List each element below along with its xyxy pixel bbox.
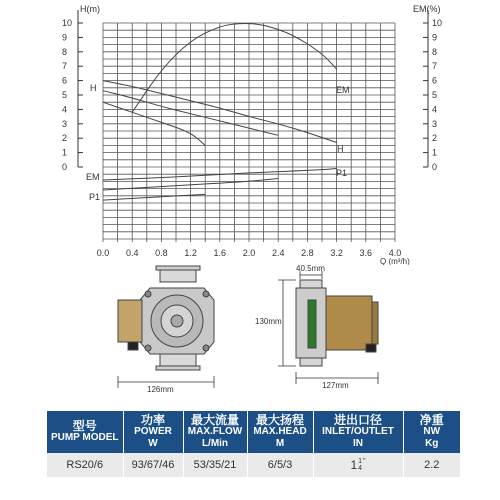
y-left-tick-label: 8 (62, 46, 68, 57)
y-right-tick-label: 7 (432, 61, 438, 72)
cell-weight: 2.2 (403, 453, 460, 477)
label-p1-right: P1 (336, 168, 348, 178)
y-right-tick-label: 5 (432, 90, 438, 100)
y-left-tick-label: 6 (62, 75, 68, 86)
label-h-right: H (337, 144, 344, 154)
chart-grid (103, 23, 395, 242)
inlet-numerator: 1 (358, 458, 363, 465)
x-tick-label: 2.4 (271, 248, 285, 258)
width-dimension-label: 126mm (147, 385, 174, 394)
y-left-tick-label: 3 (62, 118, 68, 129)
chart-ticks (62, 10, 442, 258)
x-tick-label: 1.2 (184, 248, 197, 258)
header-flow (183, 411, 247, 453)
spec-data-row (47, 453, 460, 477)
x-tick-label: 0.0 (96, 248, 110, 258)
inlet-inch-mark: " (363, 458, 366, 465)
y-left-tick-label: 2 (62, 133, 68, 144)
inlet-fraction-part (358, 458, 362, 472)
pump-side-view (296, 280, 378, 366)
cell-power: 93/67/46 (123, 453, 183, 477)
header-head (247, 411, 313, 453)
header-power-zh: 功率 (140, 413, 165, 427)
label-h-left: H (90, 83, 97, 93)
y-right-tick-label: 2 (432, 133, 438, 144)
x-tick-label: 2.8 (301, 248, 314, 258)
x-axis-label: Q (m³/h) (380, 257, 410, 265)
spec-table (47, 411, 460, 477)
spec-header-row (47, 411, 460, 453)
header-inlet-en: INLET/OUTLET (322, 426, 394, 437)
height-dimension-label: 130mm (255, 317, 282, 326)
header-power-unit: W (148, 438, 158, 449)
header-head-en: MAX.HEAD (253, 426, 307, 437)
label-p1-left: P1 (89, 192, 101, 202)
header-weight (403, 411, 460, 453)
y-right-tick-label: 9 (432, 32, 438, 43)
x-tick-label: 0.8 (155, 248, 168, 258)
y-right-tick-label: 10 (432, 18, 443, 28)
y-right-tick-label: 4 (432, 104, 438, 115)
y-right-axis-label: EM(%) (413, 4, 441, 14)
label-em-right: EM (336, 85, 350, 95)
pump-front-view (118, 266, 214, 370)
header-model-zh: 型号 (72, 419, 97, 433)
y-left-tick-label: 10 (62, 18, 73, 28)
y-left-tick-label: 7 (62, 61, 68, 72)
header-model-en: PUMP MODEL (50, 432, 119, 443)
x-tick-label: 3.2 (330, 248, 343, 258)
y-left-tick-label: 4 (62, 104, 68, 115)
header-weight-en: NW (423, 426, 441, 437)
cell-flow: 53/35/21 (183, 453, 247, 477)
header-flow-unit: L/Min (201, 438, 229, 449)
label-em-left: EM (86, 172, 100, 182)
x-tick-label: 0.4 (125, 248, 139, 258)
top-dimension-label: 40.5mm (296, 264, 325, 273)
y-right-tick-label: 6 (432, 75, 438, 86)
inlet-fraction (350, 458, 365, 472)
header-flow-zh: 最大流量 (190, 413, 239, 427)
cell-head: 6/5/3 (247, 453, 313, 477)
x-tick-label: 3.6 (359, 248, 373, 258)
cell-inlet (313, 453, 403, 477)
x-tick-label: 4.0 (388, 248, 402, 258)
header-flow-en: MAX.FLOW (187, 426, 243, 437)
y-left-tick-label: 5 (62, 90, 68, 100)
y-right-tick-label: 0 (432, 162, 438, 172)
header-head-zh: 最大扬程 (255, 413, 304, 427)
inlet-whole: 1 (350, 458, 358, 472)
pump-dimension-drawing (0, 262, 500, 397)
y-right-tick-label: 1 (432, 147, 438, 158)
y-left-tick-label: 1 (62, 147, 68, 158)
header-inlet (313, 411, 403, 453)
header-model (47, 411, 123, 453)
length-dimension-label: 127mm (322, 381, 349, 390)
inlet-denominator: 4 (358, 465, 363, 472)
y-right-tick-label: 8 (432, 46, 438, 57)
y-left-tick-label: 9 (62, 32, 68, 43)
header-power-en: POWER (134, 426, 172, 437)
header-inlet-zh: 进出口径 (333, 413, 382, 427)
header-weight-zh: 净重 (419, 413, 444, 427)
header-weight-unit: Kg (425, 438, 439, 449)
x-tick-label: 1.6 (213, 248, 227, 258)
x-tick-label: 2.0 (242, 248, 256, 258)
series-curve-6 (103, 194, 205, 200)
y-right-tick-label: 3 (432, 118, 438, 129)
header-power (123, 411, 183, 453)
header-inlet-unit: IN (353, 438, 363, 449)
y-left-tick-label: 0 (62, 162, 68, 172)
cell-model: RS20/6 (47, 453, 123, 477)
header-head-unit: M (275, 438, 285, 449)
y-left-axis-label: H(m) (80, 4, 100, 14)
